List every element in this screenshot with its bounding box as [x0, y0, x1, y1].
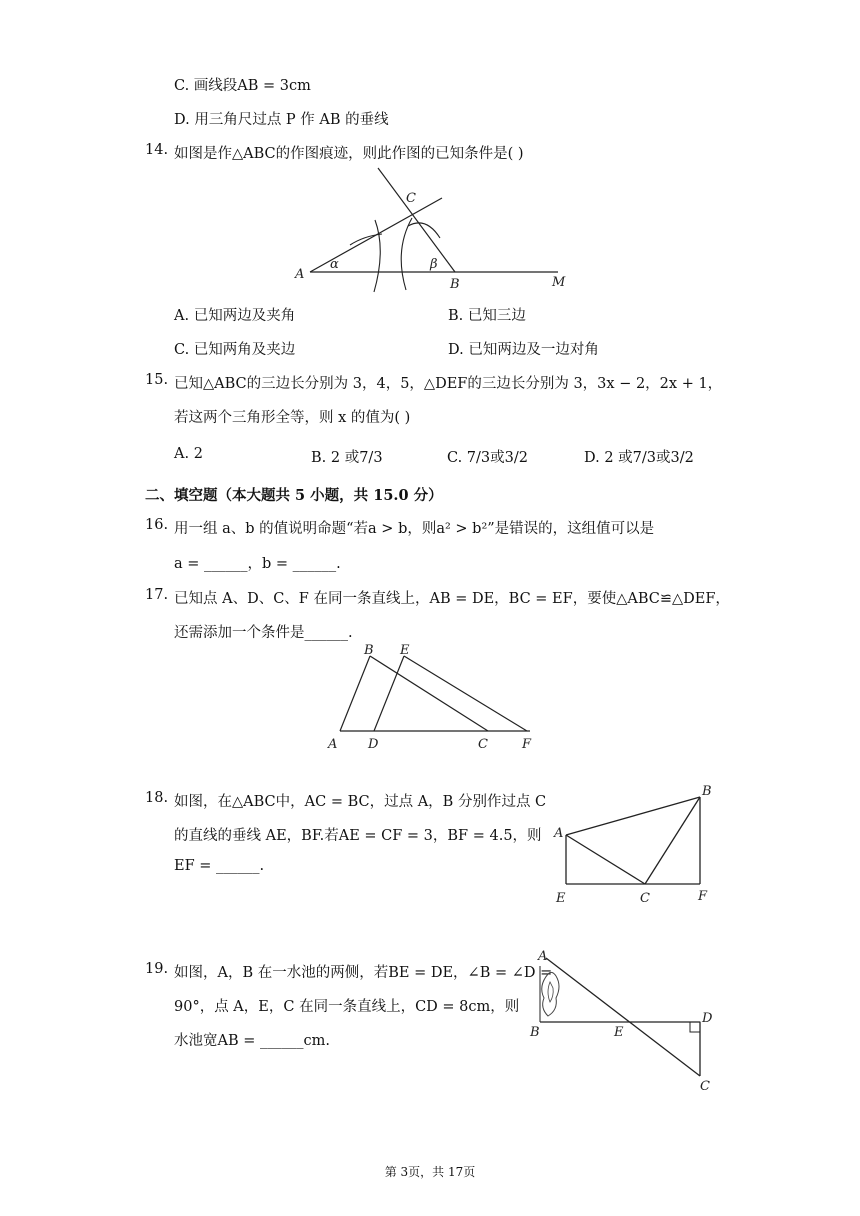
q19-pond-inner [548, 982, 553, 1002]
q15-stem-2: 若这两个三角形全等，则 x 的值为( ) [174, 410, 411, 426]
q17-line-ab [340, 656, 370, 731]
q16-number: 16. [145, 517, 169, 533]
q17-line-ef [404, 656, 527, 731]
q19-label-e: E [614, 1025, 624, 1040]
q17-line-bc [370, 656, 488, 731]
q14-line-bc [378, 168, 455, 272]
q18-label-c: C [640, 891, 650, 906]
q14-option-d: D. 已知两边及一边对角 [448, 342, 599, 358]
q17-figure [320, 638, 550, 753]
page-footer: 第 3页，共 17页 [384, 1165, 476, 1179]
q15-option-d: D. 2 或7/3或3/2 [584, 450, 694, 466]
q15-option-a: A. 2 [174, 446, 203, 462]
q19-label-c: C [700, 1079, 710, 1094]
q17-stem-2: 还需添加一个条件是______. [174, 625, 353, 641]
q19-stem-2: 90°，点 A，E，C 在同一条直线上，CD = 8cm，则 [174, 999, 520, 1015]
q14-label-m: M [552, 275, 566, 290]
q17-label-b: B [364, 643, 374, 658]
q14-arc-3 [401, 218, 412, 290]
q18-figure [548, 780, 728, 910]
q18-label-e: E [556, 891, 566, 906]
q19-stem-1: 如图，A，B 在一水池的两侧，若BE = DE，∠B = ∠D = [174, 965, 553, 981]
q14-figure [290, 160, 580, 295]
q19-pond-shape [542, 972, 559, 1016]
q14-label-a: A [295, 267, 305, 282]
q14-arc-1 [374, 220, 380, 292]
q19-label-d: D [702, 1011, 713, 1026]
q14-label-c: C [406, 191, 416, 206]
q15-option-c: C. 7/3或3/2 [447, 450, 528, 466]
q17-line-de [374, 656, 404, 731]
q14-label-beta: β [430, 257, 438, 272]
q19-number: 19. [145, 961, 169, 977]
q14-number: 14. [145, 142, 169, 158]
q14-option-b: B. 已知三边 [448, 308, 526, 324]
q19-figure [526, 946, 726, 1096]
q14-arc-2 [350, 234, 382, 245]
q17-number: 17. [145, 587, 169, 603]
q19-stem-3: 水池宽AB = ______cm. [174, 1033, 330, 1049]
q17-label-a: A [328, 737, 338, 752]
q18-number: 18. [145, 790, 169, 806]
q14-option-a: A. 已知两边及夹角 [174, 308, 296, 324]
q18-stem-1: 如图，在△ABC中，AC = BC，过点 A，B 分别作过点 C [174, 794, 547, 810]
q14-option-c: C. 已知两角及夹边 [174, 342, 296, 358]
q18-label-a: A [554, 826, 564, 841]
q16-stem-2: a = ______，b = ______. [174, 556, 341, 572]
q18-stem-2: 的直线的垂线 AE，BF.若AE = CF = 3，BF = 4.5，则 [174, 828, 542, 844]
q19-line-ac [546, 958, 700, 1076]
q17-label-f: F [522, 737, 532, 752]
q16-stem-1: 用一组 a、b 的值说明命题“若a > b，则a² > b²”是错误的，这组值可以是 [174, 521, 655, 537]
q17-label-c: C [478, 737, 488, 752]
q13-option-d: D. 用三角尺过点 P 作 AB 的垂线 [174, 112, 389, 128]
q18-label-f: F [698, 889, 708, 904]
q15-option-b: B. 2 或7/3 [311, 450, 383, 466]
section-heading-fill-in: 二、填空题（本大题共 5 小题，共 15.0 分） [145, 487, 443, 504]
q19-label-a: A [538, 949, 548, 964]
q18-line-ac [566, 835, 645, 884]
q13-option-c: C. 画线段AB = 3cm [174, 78, 311, 94]
q18-label-b: B [702, 784, 712, 799]
q15-number: 15. [145, 372, 169, 388]
q14-stem: 如图是作△ABC的作图痕迹，则此作图的已知条件是( ) [174, 146, 524, 162]
q17-stem-1: 已知点 A、D、C、F 在同一条直线上，AB = DE，BC = EF，要使△ABC≌△DEF， [174, 591, 730, 607]
q14-label-b: B [450, 277, 460, 292]
q14-label-alpha: α [330, 257, 339, 272]
q18-stem-3: EF = ______. [174, 858, 265, 874]
q19-label-b: B [530, 1025, 540, 1040]
q17-label-e: E [400, 643, 410, 658]
q15-stem-1: 已知△ABC的三边长分别为 3，4，5，△DEF的三边长分别为 3，3x − 2，2x + 1， [174, 376, 723, 392]
q17-label-d: D [368, 737, 379, 752]
q19-right-angle-mark [690, 1022, 700, 1032]
